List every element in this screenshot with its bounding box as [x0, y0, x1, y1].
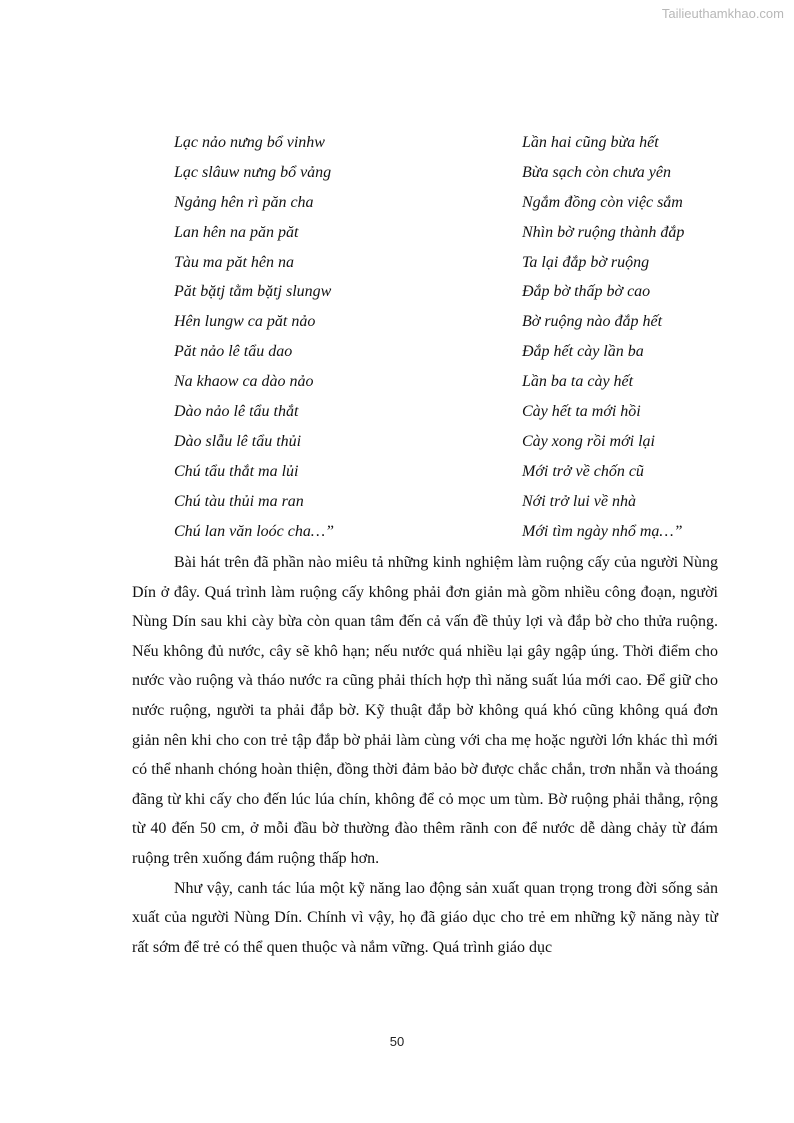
poem-row — [174, 161, 734, 191]
poem-row — [174, 430, 734, 460]
body-text — [132, 548, 718, 962]
poem-row — [174, 490, 734, 520]
poem-row — [174, 251, 734, 281]
poem-row — [174, 370, 734, 400]
poem-line-translation: Nới trở lui về nhà — [522, 492, 636, 510]
poem-line-translation: Lần ba ta cày hết — [522, 373, 634, 391]
poem-block — [174, 131, 734, 549]
poem-row — [174, 460, 734, 490]
poem-row — [174, 520, 734, 550]
poem-line-original: Hên lungw ca păt nảo — [174, 313, 316, 331]
poem-line-translation: Cày hết ta mới hồi — [522, 403, 641, 421]
poem-line-original: Chú tẩu thắt ma lủi — [174, 462, 299, 480]
poem-row — [174, 310, 734, 340]
poem-line-original: Chú tàu thủi ma ran — [174, 492, 304, 510]
poem-line-translation: Lần hai cũng bừa hết — [522, 134, 659, 151]
poem-line-original: Dào nảo lê tẩu thắt — [174, 403, 299, 421]
poem-row — [174, 191, 734, 221]
paragraph: Như vậy, canh tác lúa một kỹ năng lao động sản xuất quan trọng trong đời sống sản xuất của người Nùng Dín. Chính vì vậy, họ đã giáo dục cho trẻ em những kỹ năng này từ rất sớm để trẻ có thể quen thuộc và nắm vững. Quá trình giáo dục — [132, 879, 718, 956]
poem-line-translation: Nhìn bờ ruộng thành đắp — [522, 223, 685, 241]
poem-line-translation: Ngắm đồng còn việc sắm — [522, 193, 683, 211]
poem-line-original: Na khaow ca dào nảo — [174, 373, 314, 391]
poem-line-translation: Mới trở về chốn cũ — [522, 462, 644, 480]
poem-row — [174, 400, 734, 430]
poem-row — [174, 131, 734, 161]
poem-line-translation: Đắp bờ thấp bờ cao — [522, 283, 651, 301]
poem-line-original: Păt bặtj tằm bặtj slungw — [174, 283, 332, 301]
poem-line-translation: Cày xong rồi mới lại — [522, 432, 655, 450]
poem-line-original: Păt nảo lê tẩu dao — [174, 343, 293, 361]
poem-line-original: Dào slẫu lê tẩu thủi — [174, 432, 302, 450]
poem-row — [174, 221, 734, 251]
poem-line-original: Lạc slâuw nưng bổ vảng — [174, 163, 332, 181]
paragraph: Bài hát trên đã phần nào miêu tả những kinh nghiệm làm ruộng cấy của người Nùng Dín ở đây. Quá trình làm ruộng cấy không phải đơn giản mà gồm nhiều công đoạn, người Nùng Dín sau khi cày bừa còn quan tâm đến cả vấn đề thủy lợi và đắp bờ cho thửa ruộng. Nếu không đủ nước, cây sẽ khô hạn; nếu nước quá nhiều lại gây ngập úng. Thời điểm cho nước vào ruộng và tháo nước ra cũng phải thích hợp thì năng suất lúa mới cao. Để giữ cho nước ruộng, người ta phải đắp bờ. Kỹ thuật đắp bờ không quá khó cũng không quá đơn giản nên khi cho con trẻ tập đắp bờ phải làm cùng với cha mẹ hoặc người lớn khác thì mới có thể nhanh chóng hoàn thiện, đồng thời đảm bảo bờ được chắc chắn, trơn nhẵn và thoáng đãng từ khi cấy cho đến lúc lúa chín, không để cỏ mọc um tùm. Bờ ruộng phải thẳng, rộng từ 40 đến 50 cm, ở mỗi đầu bờ thường đào thêm rãnh con để nước dễ dàng chảy từ đám ruộng trên xuống đám ruộng thấp hơn. — [132, 554, 718, 867]
poem-line-original: Lạc nảo nưng bổ vinhw — [174, 134, 325, 151]
poem-line-original: Ngảng hên rì păn cha — [174, 193, 314, 211]
poem-row — [174, 340, 734, 370]
poem-line-translation: Bừa sạch còn chưa yên — [522, 163, 671, 181]
page-number: 50 — [389, 1034, 405, 1049]
poem-line-original: Chú lan văn loóc cha…” — [174, 522, 334, 540]
poem-line-translation: Đắp hết cày lần ba — [522, 343, 644, 361]
poem-line-translation: Ta lại đắp bờ ruộng — [522, 253, 650, 271]
poem-line-translation: Mới tìm ngày nhổ mạ…” — [522, 522, 683, 540]
poem-line-original: Tàu ma păt hên na — [174, 253, 294, 271]
watermark: Tailieuthamkhao.com — [661, 6, 784, 21]
poem-line-original: Lan hên na păn păt — [174, 223, 299, 241]
poem-row — [174, 280, 734, 310]
poem-line-translation: Bờ ruộng nào đắp hết — [522, 313, 663, 331]
